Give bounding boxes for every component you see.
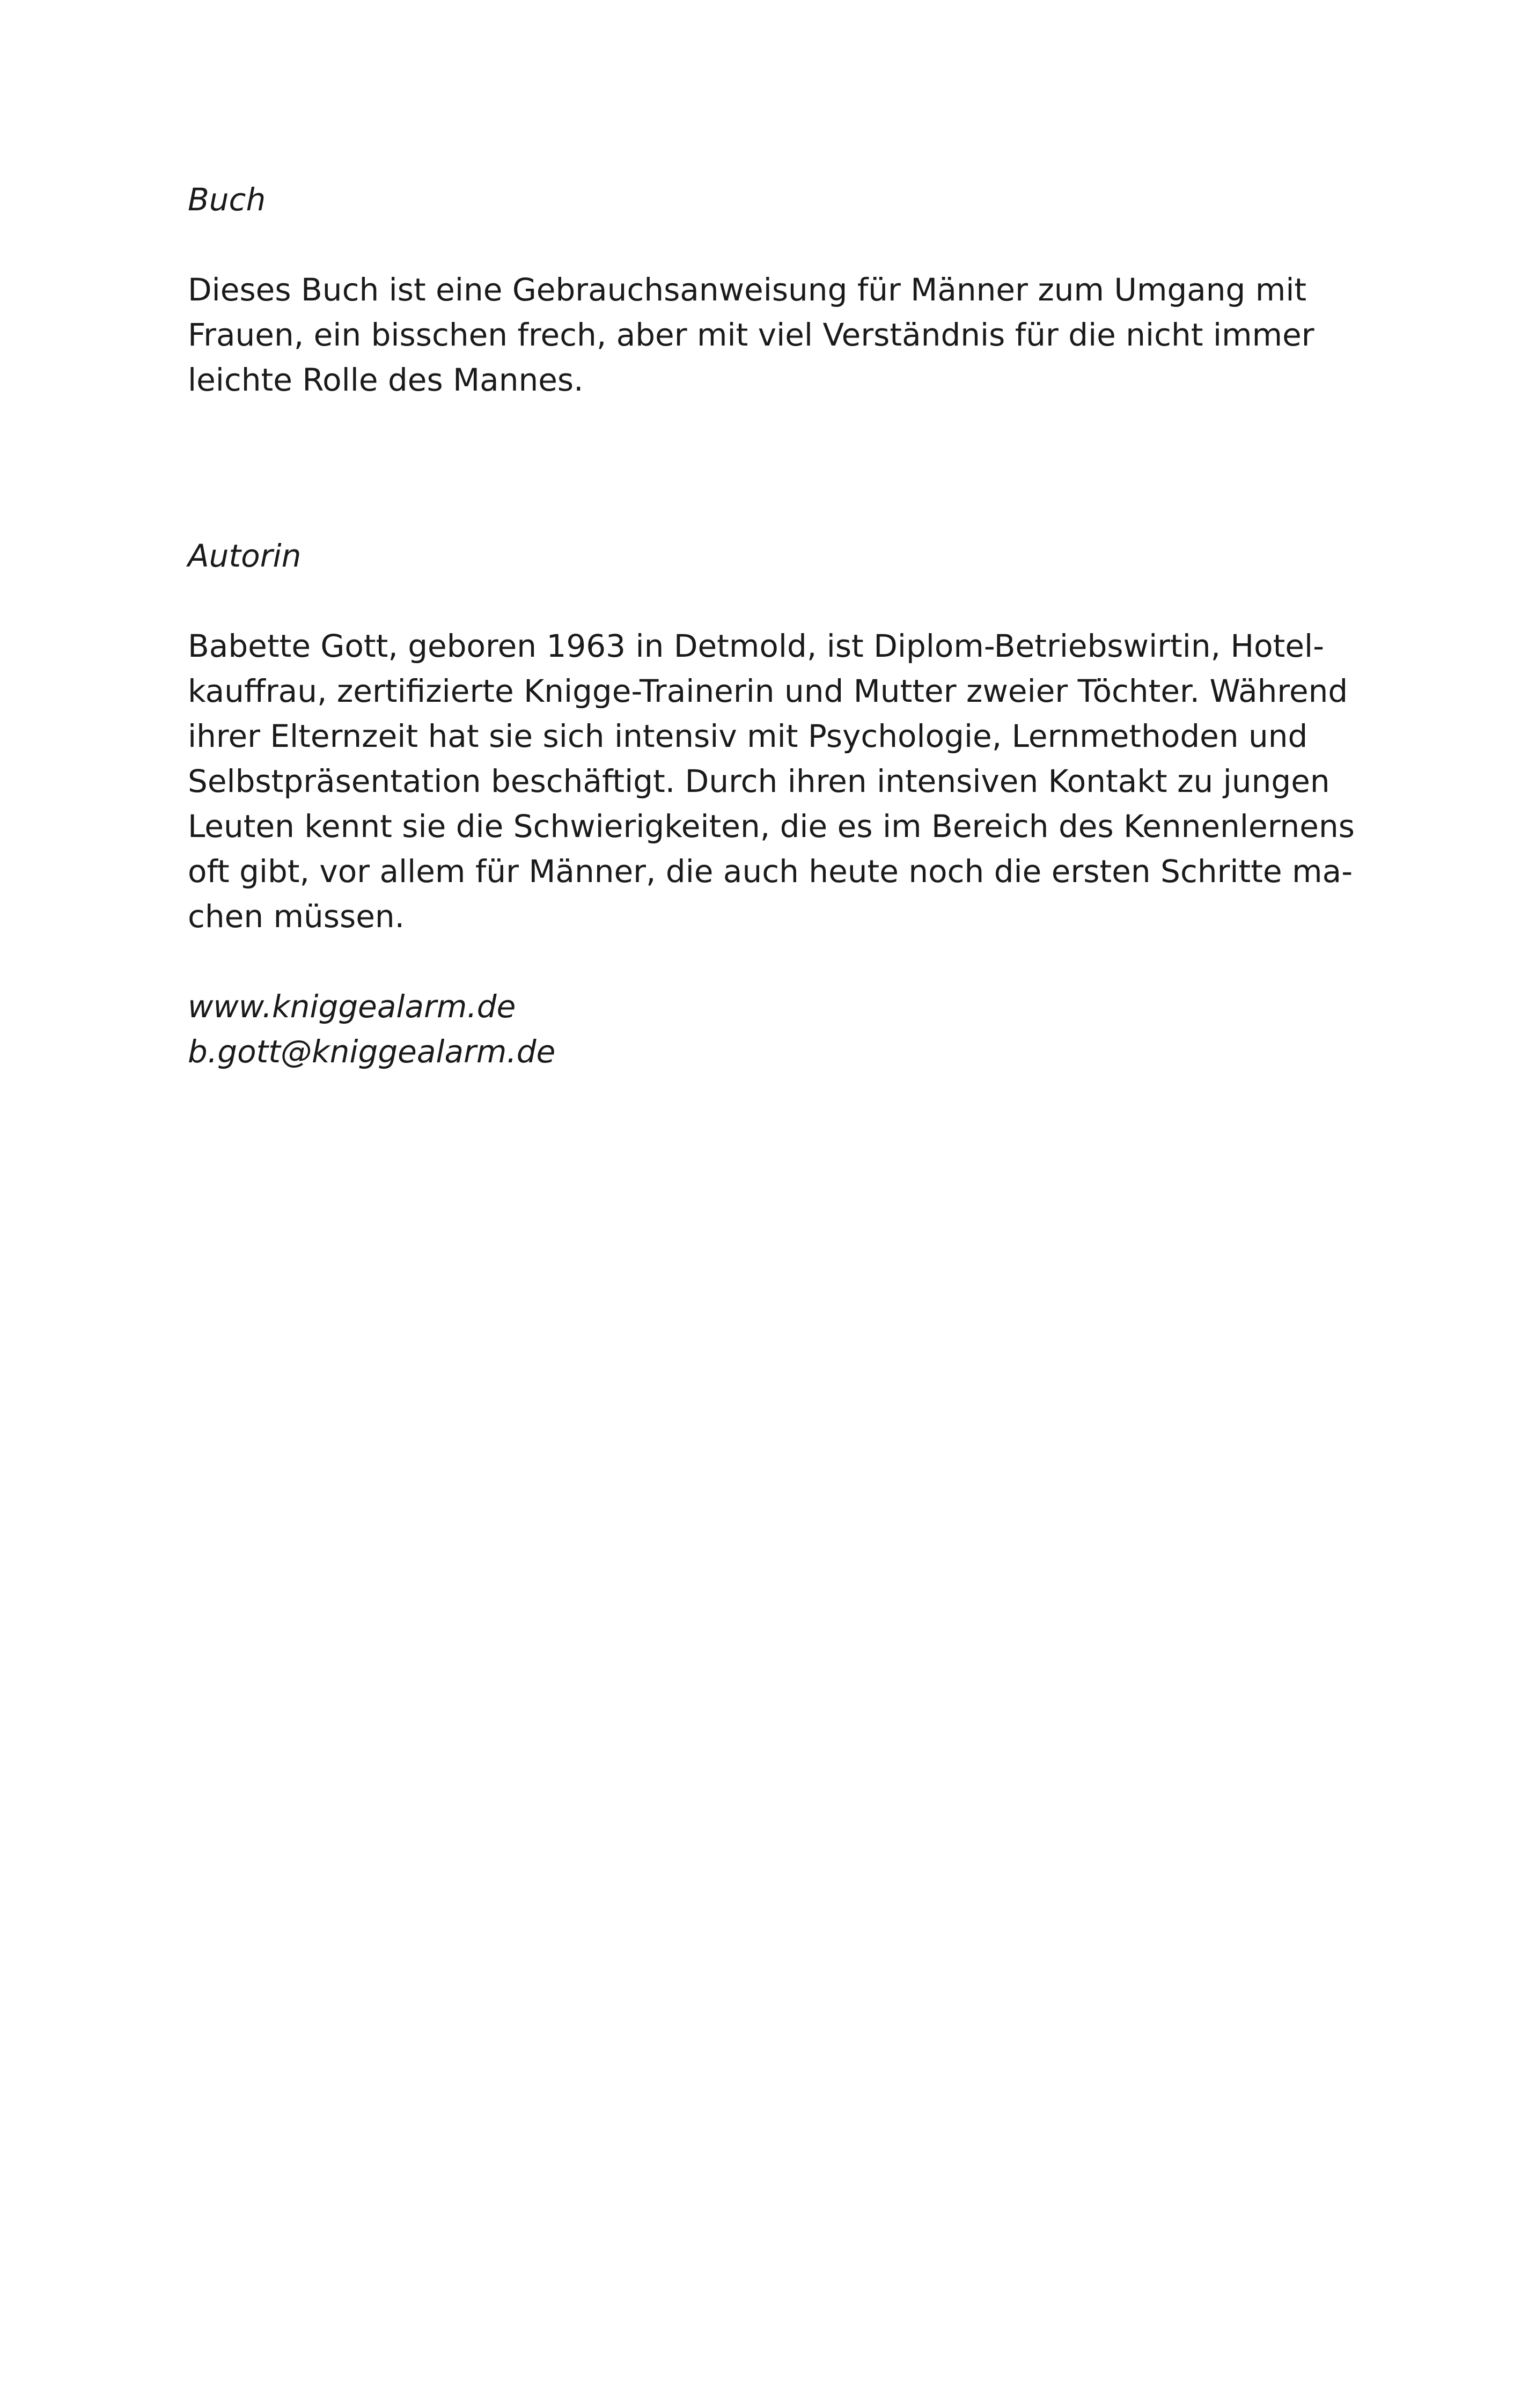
- email-link[interactable]: b.gott@kniggealarm.de: [188, 1033, 556, 1070]
- book-description-line: Frauen, ein bisschen frech, aber mit viel Verständnis für die nicht immer: [188, 317, 1314, 353]
- website-link[interactable]: www.kniggealarm.de: [188, 988, 516, 1025]
- book-description-line: Dieses Buch ist eine Gebrauchsanweisung für Männer zum Umgang mit: [188, 271, 1307, 308]
- author-biography-line: chen müssen.: [188, 898, 405, 935]
- spacer: [188, 402, 1295, 533]
- author-heading: Autorin: [188, 538, 302, 574]
- spacer: [188, 222, 1295, 267]
- author-biography-line: kauffrau, zertifizierte Knigge-Trainerin und Mutter zweier Töchter. Während: [188, 673, 1348, 709]
- author-biography-line: Babette Gott, geboren 1963 in Detmold, ist Diplom-Betriebswirtin, Hotel-: [188, 628, 1325, 664]
- page-content: [188, 177, 1355, 1074]
- spacer: [188, 939, 1295, 984]
- book-description: [188, 267, 1314, 402]
- book-description-line: leichte Rolle des Mannes.: [188, 362, 584, 398]
- author-biography-line: Leuten kennt sie die Schwierigkeiten, die es im Bereich des Kennenlernens: [188, 808, 1355, 845]
- author-biography: [188, 623, 1355, 939]
- author-biography-line: Selbstpräsentation beschäftigt. Durch ihren intensiven Kontakt zu jungen: [188, 763, 1330, 799]
- author-biography-line: ihrer Elternzeit hat sie sich intensiv mit Psychologie, Lernmethoden und: [188, 718, 1308, 754]
- author-biography-line: oft gibt, vor allem für Männer, die auch heute noch die ersten Schritte ma-: [188, 853, 1353, 890]
- spacer: [188, 578, 1295, 623]
- book-heading: Buch: [188, 181, 266, 218]
